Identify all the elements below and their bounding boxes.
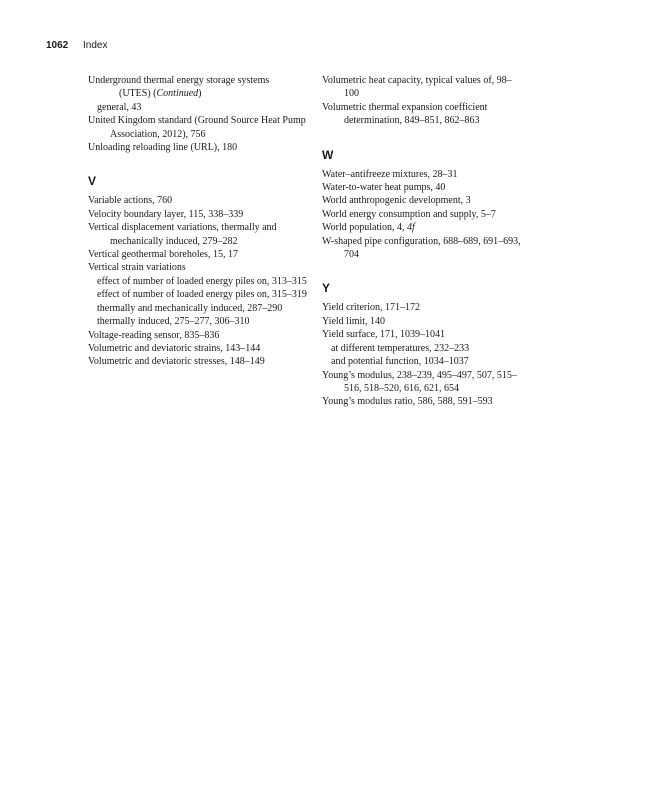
index-subentry: and potential function, 1034–1037 — [331, 356, 469, 368]
section-letter-y: Y — [322, 281, 331, 296]
index-entry: Variable actions, 760 — [88, 195, 173, 207]
section-letter-v: V — [88, 174, 97, 189]
running-head: Index — [83, 40, 108, 51]
index-entry: Water-to-water heat pumps, 40 — [322, 182, 446, 194]
index-entry: Water–antifreeze mixtures, 28–31 — [322, 168, 458, 180]
page-header — [46, 40, 108, 51]
index-entry: Volumetric and deviatoric strains, 143–144 — [88, 342, 261, 354]
index-subentry: general, 43 — [97, 101, 142, 113]
index-subentry: effect of number of loaded energy piles on, 315–319 — [97, 289, 307, 301]
index-subentry: at different temperatures, 232–233 — [331, 342, 470, 354]
index-entry: Vertical strain variations — [88, 262, 186, 274]
index-entry: Young’s modulus, 238–239, 495–497, 507, 515–516, 518–520, 616, 621, 654 — [322, 369, 517, 394]
index-entry: Vertical geothermal boreholes, 15, 17 — [88, 249, 238, 261]
index-entry: Unloading reloading line (URL), 180 — [88, 142, 238, 154]
index-entry: Velocity boundary layer, 115, 338–339 — [88, 208, 244, 220]
continued-label: Continued — [156, 88, 199, 100]
section-letter-w: W — [322, 147, 334, 162]
index-entry: World energy consumption and supply, 5–7 — [322, 208, 496, 220]
left-column — [88, 74, 316, 369]
index-entry: Vertical displacement variations, thermally and mechanically induced, 279–282 — [88, 222, 277, 247]
index-entry: W-shaped pipe configuration, 688–689, 691–693, 704 — [322, 235, 521, 261]
index-subentry: thermally induced, 275–277, 306–310 — [97, 316, 250, 328]
index-entry: World population, 4, 4f — [322, 222, 415, 234]
index-subentry: thermally and mechanically induced, 287–290 — [97, 302, 283, 314]
index-entry: World anthropogenic development, 3 — [322, 195, 471, 207]
index-entry: Volumetric thermal expansion coefficient determination, 849–851, 862–863 — [322, 101, 488, 127]
page-number: 1062 — [46, 40, 69, 51]
figure-ref: 4f — [407, 222, 415, 234]
index-entry: Yield criterion, 171–172 — [322, 302, 421, 314]
right-column — [322, 74, 522, 409]
index-entry-continued: Underground thermal energy storage systems — [88, 75, 270, 86]
index-entry: Voltage-reading sensor, 835–836 — [88, 329, 220, 341]
index-entry: Yield surface, 171, 1039–1041 — [322, 329, 446, 341]
index-subentry: effect of number of loaded energy piles on, 313–315 — [97, 275, 307, 287]
index-entry-continued-line: (UTES) (Continued) — [119, 88, 202, 100]
index-entry: Yield limit, 140 — [322, 315, 386, 327]
index-entry: United Kingdom standard (Ground Source Heat Pump Association, 2012), 756 — [88, 115, 306, 140]
index-entry: Volumetric heat capacity, typical values of, 98–100 — [322, 75, 512, 100]
index-entry: Young’s modulus ratio, 586, 588, 591–593 — [322, 396, 493, 408]
index-entry: Volumetric and deviatoric stresses, 148–149 — [88, 356, 265, 368]
